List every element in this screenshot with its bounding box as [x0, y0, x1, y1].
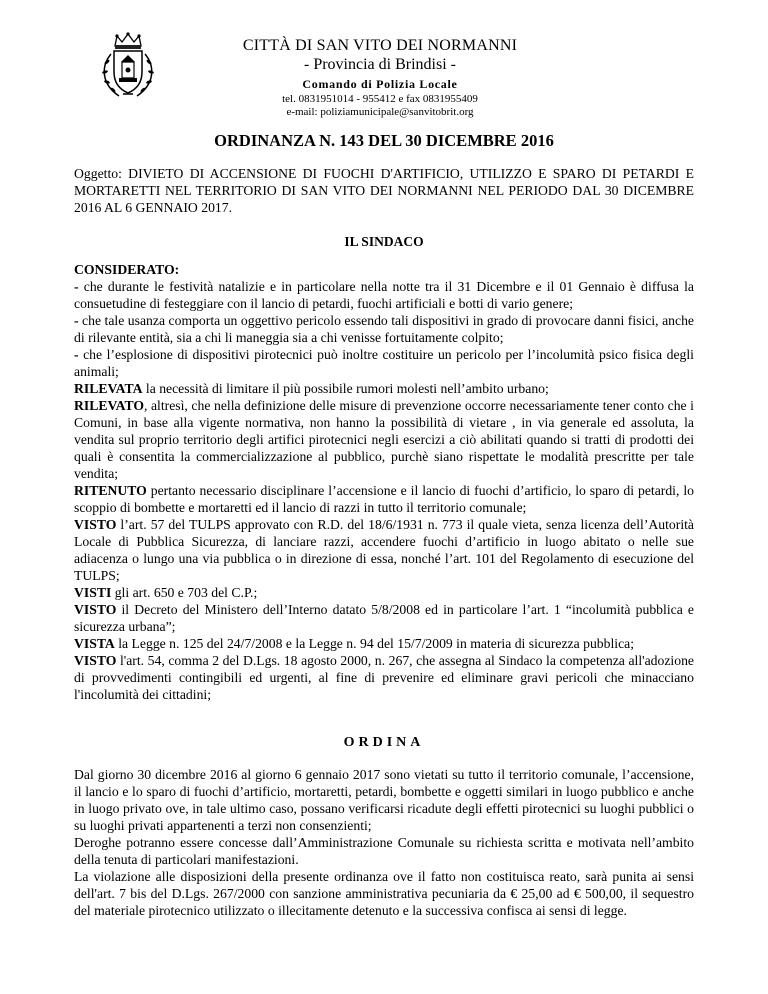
whereas-item: - che durante le festività natalizie e in particolare nella notte tra il 31 Dicembre e il 01 Gennaio è diffusa la consuetudine di festeggiare con il lancio di petardi, fuochi artificiali e botti di vario genere; [74, 279, 694, 311]
whereas-section [74, 261, 694, 703]
city-name: CITTÀ DI SAN VITO DEI NORMANNI [242, 37, 518, 54]
province-name: - Provincia di Brindisi - [304, 56, 456, 73]
subject-paragraph: Oggetto: DIVIETO DI ACCENSIONE DI FUOCHI D'ARTIFICIO, UTILIZZO E SPARO DI PETARDI E MORTARETTI NEL TERRITORIO DI SAN VITO DEI NORMANNI NEL PERIODO DAL 30 DICEMBRE 2016 AL 6 GENNAIO 2017. [74, 166, 694, 215]
whereas-item: RILEVATO, altresì, che nella definizione delle misure di prevenzione occorre necessariamente tener conto che i Comuni, in base alla vigente normativa, non hanno la possibilità di vietare , in via generale ed assoluta, la vendita sul proprio territorio degli artifici pirotecnici negli esercizi a ciò abilitati quando si tratti di prodotti dei quali è consentita la commercializzazione al pubblico, purchè siano rispettate le modalità prescritte per tale vendita; [74, 398, 694, 481]
whereas-item: VISTO l’art. 57 del TULPS approvato con R.D. del 18/6/1931 n. 773 il quale vieta, senza licenza dell’Autorità Locale di Pubblica Sicurezza, di lanciare razzi, accendere fuochi d’artificio in luogo abitato o nelle sue adiacenza o lungo una via pubblica o in direzione di essa, nonché l’art. 101 del Regolamento di esecuzione del TULPS; [74, 517, 694, 583]
mayor-heading: IL SINDACO [344, 234, 424, 249]
whereas-item: RITENUTO pertanto necessario disciplinare l’accensione e il lancio di fuochi d’artificio, lo sparo di petardi, lo scoppio di bombette e mortaretti ed il lancio di razzi in tutto il territorio comunale; [74, 483, 694, 515]
whereas-heading: CONSIDERATO: [74, 262, 180, 277]
whereas-item: - che tale usanza comporta un oggettivo pericolo essendo tali dispositivi in grado di provocare danni fisici, anche di rilevante entità, sia a chi li maneggia sia a chi venisse fortuitamente colpito; [74, 313, 694, 345]
order-paragraph: La violazione alle disposizioni della presente ordinanza ove il fatto non costituisca reato, sarà punita ai sensi dell'art. 7 bis del D.Lgs. 267/2000 con sanzione amministrativa pecuniaria da € 25,00 ad € 500,00, il sequestro del materiale pirotecnico utilizzato o illecitamente detenuto e la successiva confisca ai sensi di legge. [74, 869, 694, 918]
coat-of-arms-icon [97, 32, 159, 100]
order-paragraph: Deroghe potranno essere concesse dall’Amministrazione Comunale su richiesta scritta e motivata nell’ambito della tenuta di particolari manifestazioni. [74, 835, 694, 867]
order-paragraph: Dal giorno 30 dicembre 2016 al giorno 6 gennaio 2017 sono vietati su tutto il territorio comunale, l’accensione, il lancio e lo sparo di fuochi d’artificio, mortaretti, petardi, bombette e oggetti similari in luogo pubblico e anche in luogo privato ove, in tale ultimo caso, possano verificarsi ricadute degli effetti pirotecnici su luoghi pubblici o su luoghi privati appartenenti a terzi non consenzienti; [74, 767, 694, 833]
whereas-item: VISTO l'art. 54, comma 2 del D.Lgs. 18 agosto 2000, n. 267, che assegna al Sindaco la competenza all'adozione di provvedimenti contingibili ed urgenti, al fine di prevenire ed eliminare gravi pericoli che minacciano l'incolumità dei cittadini; [74, 653, 694, 702]
orders-heading: ORDINA [343, 735, 425, 750]
whereas-item: - che l’esplosione di dispositivi pirotecnici può inoltre costituire un pericolo per l’incolumità psico fisica degli animali; [74, 347, 694, 379]
whereas-item: VISTI gli art. 650 e 703 del C.P.; [74, 585, 258, 600]
command-name: Comando di Polizia Locale [302, 77, 458, 91]
whereas-item: VISTO il Decreto del Ministero dell’Interno datato 5/8/2008 ed in particolare l’art. 1 “incolumità pubblica e sicurezza urbana”; [74, 602, 694, 634]
whereas-item: VISTA la Legge n. 125 del 24/7/2008 e la Legge n. 94 del 15/7/2009 in materia di sicurezza pubblica; [74, 636, 635, 651]
phone-line: tel. 0831951014 - 955412 e fax 0831955409 [282, 93, 478, 105]
orders-section [74, 766, 694, 919]
email-line: e-mail: poliziamunicipale@sanvitobrit.org [286, 106, 474, 118]
ordinance-title: ORDINANZA N. 143 DEL 30 DICEMBRE 2016 [214, 131, 554, 150]
whereas-item: RILEVATA la necessità di limitare il più possibile rumori molesti nell’ambito urbano; [74, 381, 549, 396]
letterhead [210, 36, 550, 119]
